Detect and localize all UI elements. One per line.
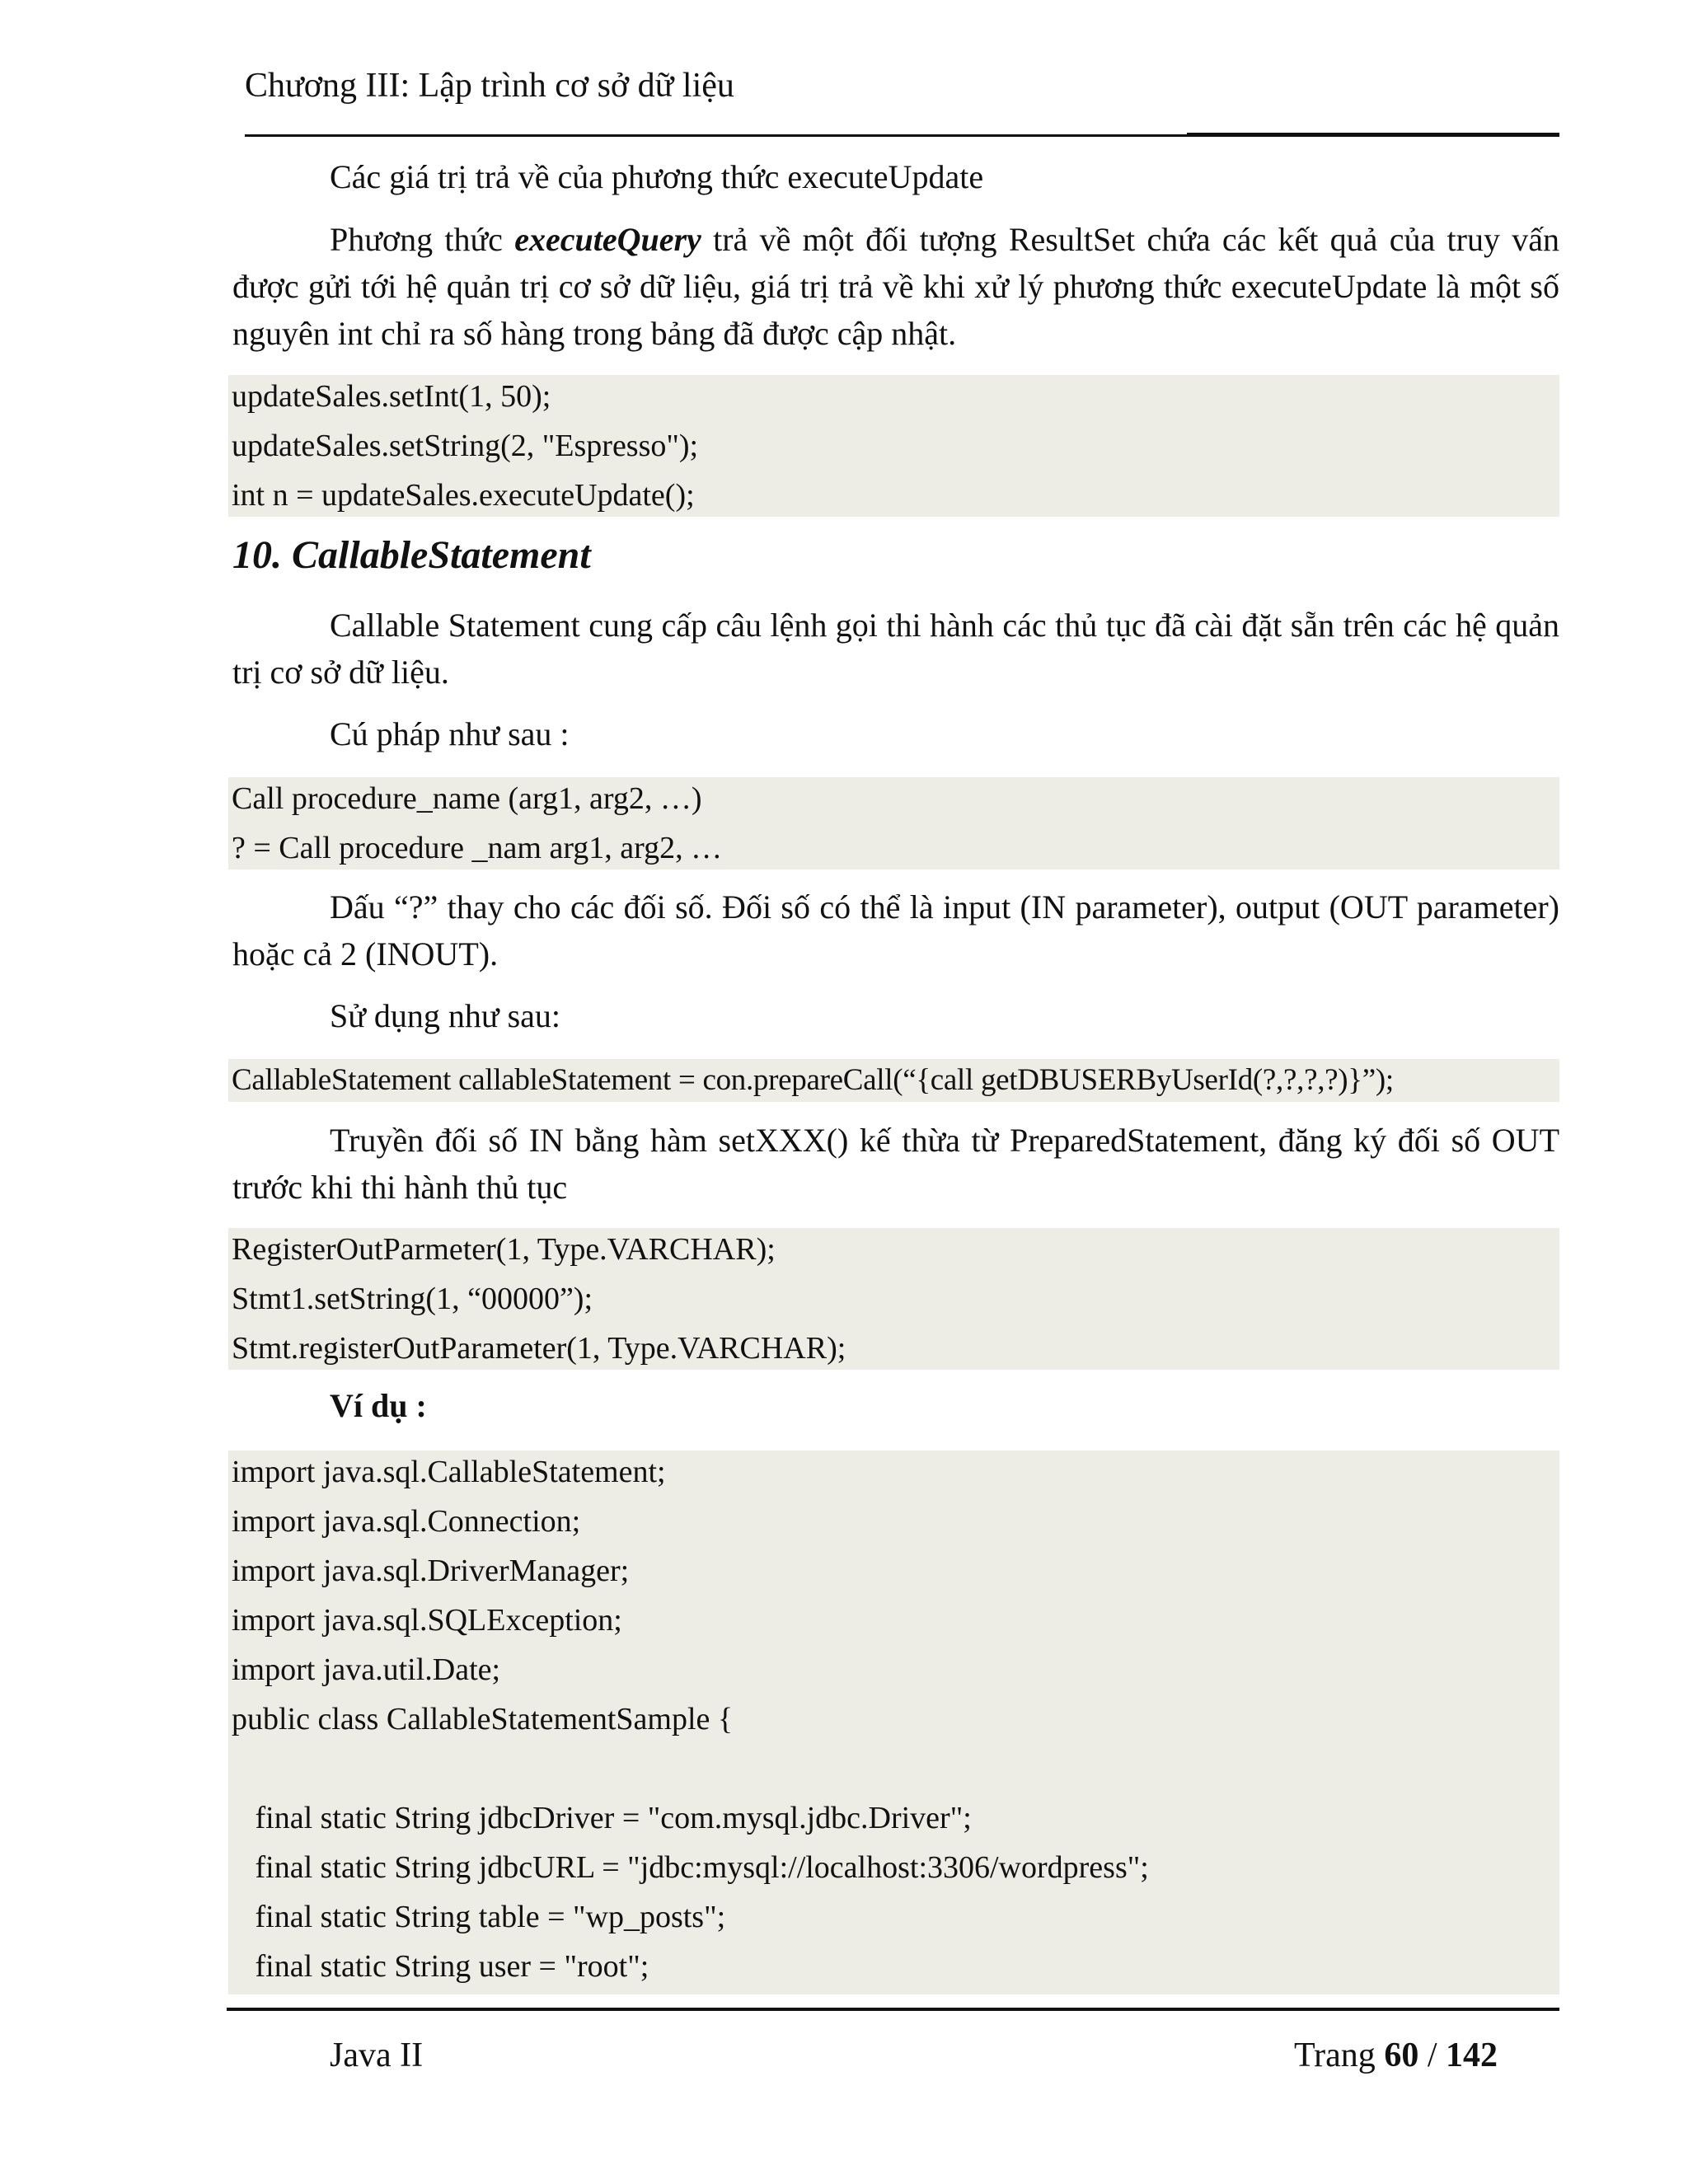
code-line: public class CallableStatementSample { <box>232 1702 734 1736</box>
paragraph-executequery <box>232 216 1559 357</box>
code-line: updateSales.setInt(1, 50); <box>232 379 551 414</box>
code-line: Stmt1.setString(1, “00000”); <box>232 1282 593 1316</box>
code-block-update <box>228 375 1559 517</box>
code-line: final static String user = "root"; <box>232 1949 649 1984</box>
code-line: int n = updateSales.executeUpdate(); <box>232 478 695 513</box>
code-line: import java.sql.SQLException; <box>232 1603 622 1638</box>
code-line: RegisterOutParmeter(1, Type.VARCHAR); <box>232 1232 776 1267</box>
keyword-executequery: executeQuery <box>514 221 701 258</box>
code-line: final static String jdbcURL = "jdbc:mysql://localhost:3306/wordpress"; <box>232 1850 1149 1885</box>
code-line: import java.sql.DriverManager; <box>232 1554 630 1588</box>
footer-divider <box>227 2008 1559 2011</box>
page-separator: / <box>1418 2036 1446 2074</box>
paragraph-callable-intro: Callable Statement cung cấp câu lệnh gọi thi hành các thủ tục đã cài đặt sẵn trên các hệ quản trị cơ sở dữ liệu. <box>232 607 1559 691</box>
code-block-syntax <box>228 777 1559 869</box>
paragraph-text: Phương thức <box>330 221 515 258</box>
code-block-preparecall <box>228 1059 1559 1102</box>
page-header: Chương III: Lập trình cơ sở dữ liệu <box>245 67 734 105</box>
code-line <box>232 1744 1559 1793</box>
footer-page-number <box>1294 2036 1498 2075</box>
page-prefix: Trang <box>1294 2036 1385 2074</box>
paragraph-text: trả về một đối tượng ResultSet chứa các kết quả của truy vấn được gửi tới hệ quản trị cơ sở dữ liệu, giá trị trả về khi xử lý phương thức executeUpdate là một số nguyên int chỉ ra số hàng trong bảng đã được cập nhật. <box>232 221 1559 352</box>
paragraph-usage-label: Sử dụng như sau: <box>330 997 561 1034</box>
section-heading: 10. CallableStatement <box>232 533 591 577</box>
code-line: final static String jdbcDriver = "com.mysql.jdbc.Driver"; <box>232 1801 972 1835</box>
code-line: import java.sql.Connection; <box>232 1504 581 1539</box>
code-line: CallableStatement callableStatement = con.prepareCall(“{call getDBUSERByUserId(?,?,?,?)}”); <box>232 1063 1394 1097</box>
page-total: 142 <box>1445 2036 1498 2074</box>
paragraph-setxxx: Truyền đối số IN bằng hàm setXXX() kế thừa từ PreparedStatement, đăng ký đối số OUT trước khi thi hành thủ tục <box>232 1122 1559 1206</box>
header-divider-accent <box>1187 133 1559 137</box>
code-block-example <box>228 1451 1559 1994</box>
code-block-register <box>228 1228 1559 1370</box>
example-label: Ví dụ : <box>330 1387 427 1424</box>
paragraph-parameters: Dấu “?” thay cho các đối số. Đối số có thể là input (IN parameter), output (OUT parameter) hoặc cả 2 (INOUT). <box>232 888 1559 972</box>
code-line: import java.util.Date; <box>232 1652 501 1687</box>
code-line: ? = Call procedure _nam arg1, arg2, … <box>232 831 723 865</box>
paragraph-syntax-label: Cú pháp như sau : <box>330 715 570 752</box>
code-line: Call procedure_name (arg1, arg2, …) <box>232 781 702 816</box>
paragraph-return-values: Các giá trị trả về của phương thức executeUpdate <box>330 158 984 195</box>
footer-course-title: Java II <box>330 2036 424 2074</box>
code-line: updateSales.setString(2, "Espresso"); <box>232 429 699 463</box>
page-current: 60 <box>1384 2036 1419 2074</box>
code-line: Stmt.registerOutParameter(1, Type.VARCHAR); <box>232 1331 846 1366</box>
code-line: import java.sql.CallableStatement; <box>232 1455 666 1489</box>
code-line: final static String table = "wp_posts"; <box>232 1900 726 1934</box>
